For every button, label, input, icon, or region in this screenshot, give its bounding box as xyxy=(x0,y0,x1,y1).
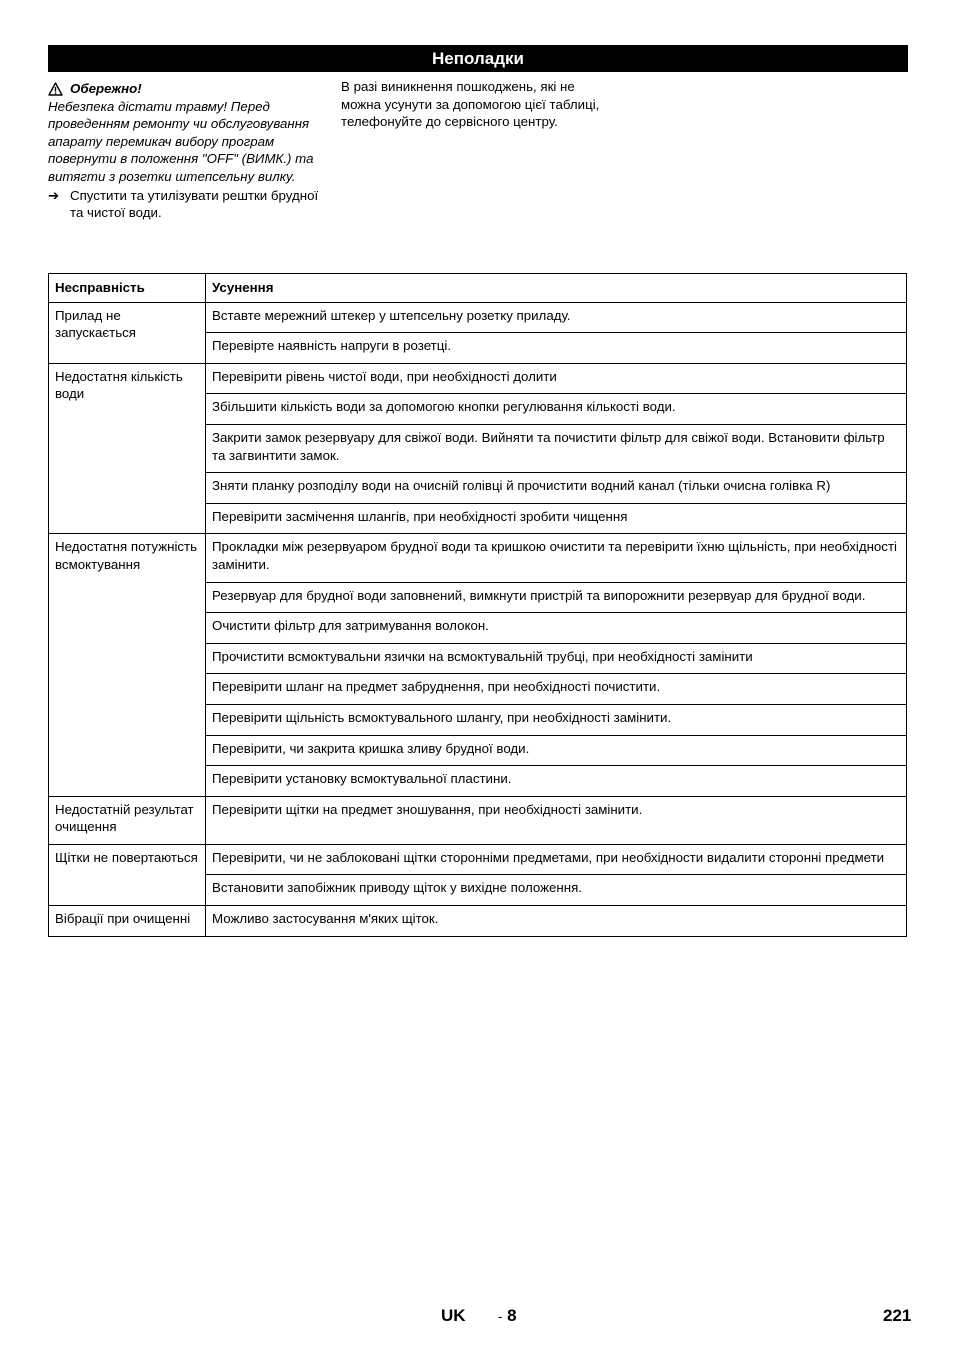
service-note: В разі виникнення пошкоджень, які не можна усунути за допомогою цієї таблиці, телефонуйте до сервісного центру. xyxy=(341,79,600,130)
remedy-cell: Перевірити, чи не заблоковані щітки сторонніми предметами, при необхідности видалити сторонні предмети xyxy=(206,844,907,875)
table-row xyxy=(49,796,907,844)
footer-dash: - xyxy=(498,1309,503,1324)
footer-page-number: 221 xyxy=(883,1306,912,1325)
fault-cell: Щітки не повертаються xyxy=(49,844,206,905)
step-item xyxy=(48,187,328,222)
table-row xyxy=(49,534,907,582)
caution-text: Небезпека дістати травму! Перед проведенням ремонту чи обслуговування апарату перемикач вибору програм повернути в положення "OFF" (ВИМК.) та витягти з розетки штепсельну вилку. xyxy=(48,98,314,184)
remedy-cell: Перевірте наявність напруги в розетці. xyxy=(206,333,907,364)
page-title: Неполадки xyxy=(48,45,908,72)
remedy-cell: Вставте мережний штекер у штепсельну розетку приладу. xyxy=(206,302,907,333)
footer-language: UK xyxy=(441,1306,466,1325)
caution-block xyxy=(48,80,328,222)
remedy-cell: Перевірити щільність всмоктувального шлангу, при необхідності замінити. xyxy=(206,704,907,735)
remedy-cell: Перевірити, чи закрита кришка зливу брудної води. xyxy=(206,735,907,766)
remedy-cell: Перевірити рівень чистої води, при необхідності долити xyxy=(206,363,907,394)
remedy-cell: Перевірити щітки на предмет зношування, при необхідності замінити. xyxy=(206,796,907,844)
remedy-cell: Зняти планку розподілу води на очисній голівці й прочистити водний канал (тільки очисна голівка R) xyxy=(206,473,907,504)
column-header-fault: Несправність xyxy=(49,274,206,303)
fault-cell: Прилад не запускається xyxy=(49,302,206,363)
remedy-cell: Збільшити кількість води за допомогою кнопки регулювання кількості води. xyxy=(206,394,907,425)
remedy-cell: Перевірити установку всмоктувальної пластини. xyxy=(206,766,907,797)
fault-cell: Вібрації при очищенні xyxy=(49,906,206,937)
remedy-cell: Встановити запобіжник приводу щіток у вихідне положення. xyxy=(206,875,907,906)
remedy-cell: Закрити замок резервуару для свіжої води. Вийняти та почистити фільтр для свіжої води. Встановити фільтр та загвинтити замок. xyxy=(206,424,907,472)
footer-section-page xyxy=(498,1306,517,1326)
fault-cell: Недостатній результат очищення xyxy=(49,796,206,844)
table-row xyxy=(49,844,907,875)
remedy-cell: Перевірити засмічення шлангів, при необхідності зробити чищення xyxy=(206,503,907,534)
troubleshooting-table xyxy=(48,273,907,937)
table-row xyxy=(49,906,907,937)
arrow-right-icon: ➔ xyxy=(48,187,60,203)
remedy-cell: Прочистити всмоктувальни язички на всмоктувальній трубці, при необхідності замінити xyxy=(206,643,907,674)
column-header-remedy: Усунення xyxy=(206,274,907,303)
table-row xyxy=(49,302,907,333)
fault-cell: Недостатня потужність всмоктування xyxy=(49,534,206,796)
remedy-cell: Резервуар для брудної води заповнений, вимкнути пристрій та випорожнити резервуар для брудної води. xyxy=(206,582,907,613)
table-row xyxy=(49,363,907,394)
page-footer xyxy=(0,1306,954,1330)
remedy-cell: Можливо застосування м'яких щіток. xyxy=(206,906,907,937)
remedy-cell: Очистити фільтр для затримування волокон. xyxy=(206,613,907,644)
fault-cell: Недостатня кількість води xyxy=(49,363,206,534)
footer-section-number: 8 xyxy=(507,1306,517,1325)
remedy-cell: Перевірити шланг на предмет забруднення, при необхідності почистити. xyxy=(206,674,907,705)
step-text: Спустити та утилізувати рештки брудної та чистої води. xyxy=(70,187,319,221)
table-header-row xyxy=(49,274,907,303)
caution-label: Обережно! xyxy=(70,81,142,96)
caution-heading xyxy=(48,80,328,98)
remedy-cell: Прокладки між резервуаром брудної води та кришкою очистити та перевірити їхню щільність, при необхідності замінити. xyxy=(206,534,907,582)
warning-triangle-icon xyxy=(48,82,65,96)
